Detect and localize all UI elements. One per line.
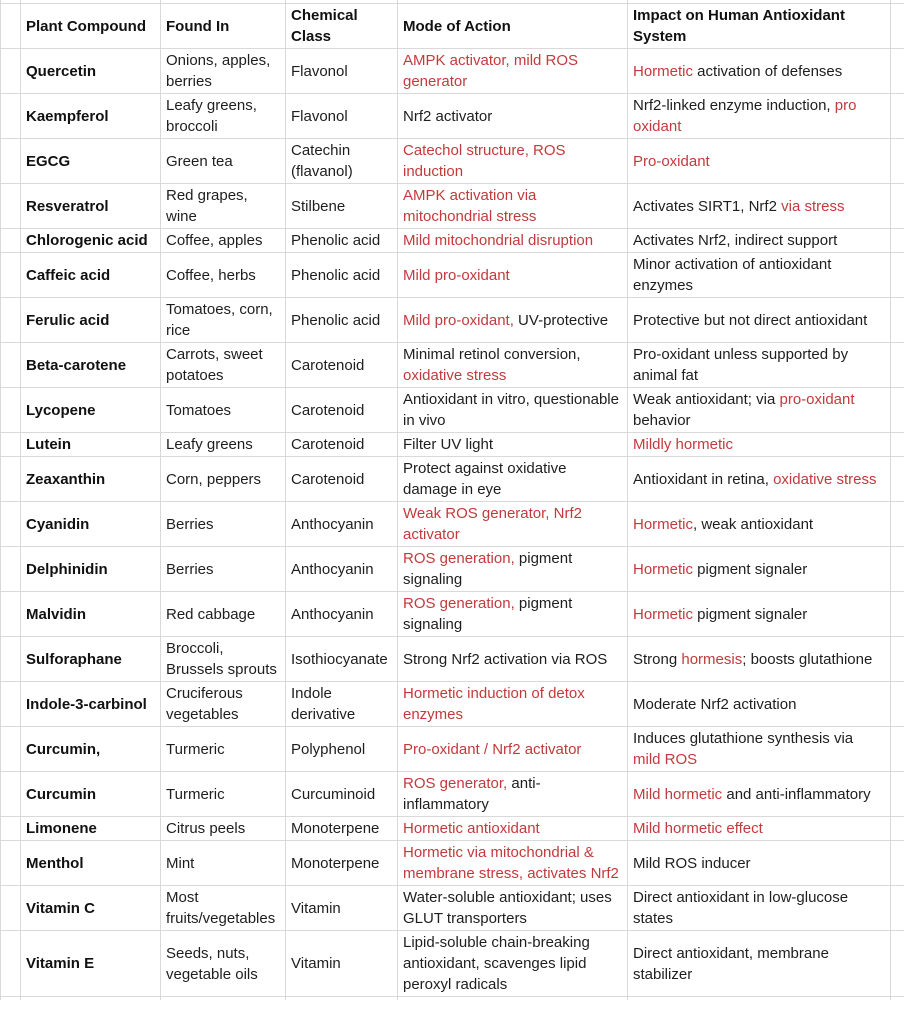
- row-gutter-cell: [1, 886, 21, 931]
- edge-cell: [891, 388, 904, 433]
- cell-found-in[interactable]: Tomatoes, corn, rice: [161, 298, 286, 343]
- plain-text: Induces glutathione synthesis via: [633, 730, 854, 747]
- plain-text: Nrf2-linked enzyme induction,: [633, 97, 835, 114]
- cell-plant-compound[interactable]: Limonene: [21, 817, 161, 841]
- red-highlighted-text: Mildly hormetic: [633, 436, 734, 453]
- table-row: [1, 49, 904, 94]
- cell-impact-on-antioxidant-system[interactable]: [628, 184, 891, 229]
- cell-found-in[interactable]: Citrus peels: [161, 817, 286, 841]
- table-row: [1, 388, 904, 433]
- cell-mode-of-action[interactable]: [398, 637, 628, 682]
- cell-found-in[interactable]: Most fruits/vegetables: [161, 886, 286, 931]
- cell-plant-compound[interactable]: Resveratrol: [21, 184, 161, 229]
- cell-chemical-class[interactable]: Curcuminoid: [286, 772, 398, 817]
- cell-chemical-class[interactable]: Anthocyanin: [286, 592, 398, 637]
- red-highlighted-text: Mild pro-oxidant: [403, 266, 510, 284]
- red-highlighted-text: Mild hormetic effect: [633, 820, 763, 837]
- red-highlighted-text: ROS generation,: [403, 595, 515, 612]
- cell-impact-on-antioxidant-system[interactable]: [628, 931, 891, 997]
- red-highlighted-text: Catechol structure, ROS induction: [403, 142, 566, 180]
- cell-chemical-class[interactable]: Flavonol: [286, 49, 398, 94]
- cell-found-in[interactable]: Broccoli, Brussels sprouts: [161, 637, 286, 682]
- cell-chemical-class[interactable]: Flavonol: [286, 94, 398, 139]
- cell-plant-compound[interactable]: Quercetin: [21, 49, 161, 94]
- cell-plant-compound[interactable]: Caffeic acid: [21, 253, 161, 298]
- cell-plant-compound[interactable]: Kaempferol: [21, 94, 161, 139]
- row-gutter-cell: [1, 343, 21, 388]
- cell-chemical-class[interactable]: Carotenoid: [286, 388, 398, 433]
- edge-cell: [891, 49, 904, 94]
- plain-text: Filter UV light: [403, 436, 494, 453]
- table-row: [1, 139, 904, 184]
- red-highlighted-text: Hormetic: [633, 605, 694, 623]
- cell-impact-on-antioxidant-system[interactable]: [628, 637, 891, 682]
- cell-found-in[interactable]: Red cabbage: [161, 592, 286, 637]
- cell-chemical-class[interactable]: Indole derivative: [286, 682, 398, 727]
- table-row: [1, 637, 904, 682]
- cell-found-in[interactable]: Turmeric: [161, 727, 286, 772]
- cell-found-in[interactable]: Leafy greens, broccoli: [161, 94, 286, 139]
- cell-plant-compound[interactable]: Chlorogenic acid: [21, 229, 161, 253]
- row-gutter-cell: [1, 817, 21, 841]
- plain-text: Moderate Nrf2 activation: [633, 695, 797, 713]
- edge-cell: [891, 502, 904, 547]
- plain-text: anti-inflammatory: [403, 775, 541, 813]
- cell-found-in[interactable]: Onions, apples, berries: [161, 49, 286, 94]
- cell-mode-of-action[interactable]: [398, 547, 628, 592]
- cell-found-in[interactable]: Green tea: [161, 139, 286, 184]
- cell-impact-on-antioxidant-system[interactable]: [628, 727, 891, 772]
- cell-mode-of-action[interactable]: [398, 592, 628, 637]
- cell-mode-of-action[interactable]: [398, 457, 628, 502]
- table-row: [1, 727, 904, 772]
- row-gutter-cell: [1, 298, 21, 343]
- cell-chemical-class[interactable]: Vitamin: [286, 886, 398, 931]
- table-row: [1, 298, 904, 343]
- edge-cell: [891, 343, 904, 388]
- plain-text: pigment signaler: [693, 560, 808, 578]
- cell-plant-compound[interactable]: EGCG: [21, 139, 161, 184]
- cell-mode-of-action[interactable]: [398, 886, 628, 931]
- plain-text: Strong Nrf2 activation via ROS: [403, 650, 608, 668]
- cell-mode-of-action[interactable]: [398, 94, 628, 139]
- cell-mode-of-action[interactable]: [398, 253, 628, 298]
- row-gutter-cell: [1, 841, 21, 886]
- cell-chemical-class[interactable]: Stilbene: [286, 184, 398, 229]
- cropped-cell: [1, 997, 21, 1001]
- plain-text: Protect against oxidative damage in eye: [403, 460, 567, 498]
- table-row: [1, 547, 904, 592]
- cell-found-in[interactable]: Carrots, sweet potatoes: [161, 343, 286, 388]
- cell-impact-on-antioxidant-system[interactable]: [628, 886, 891, 931]
- edge-cell: [891, 139, 904, 184]
- edge-cell: [891, 931, 904, 997]
- cell-chemical-class[interactable]: Phenolic acid: [286, 298, 398, 343]
- plain-text: Activates Nrf2, indirect support: [633, 232, 838, 249]
- row-gutter-cell: [1, 94, 21, 139]
- cell-mode-of-action[interactable]: [398, 388, 628, 433]
- cell-mode-of-action[interactable]: [398, 49, 628, 94]
- cell-mode-of-action[interactable]: [398, 433, 628, 457]
- edge-cell: [891, 817, 904, 841]
- row-gutter-cell: [1, 139, 21, 184]
- red-highlighted-text: Mild hormetic: [633, 785, 723, 803]
- red-highlighted-text: Hormetic via mitochondrial & membrane stress, activates Nrf2: [403, 844, 619, 882]
- edge-cell: [891, 457, 904, 502]
- cell-plant-compound[interactable]: Lutein: [21, 433, 161, 457]
- cell-plant-compound[interactable]: Zeaxanthin: [21, 457, 161, 502]
- red-highlighted-text: via stress: [781, 197, 845, 215]
- edge-cell: [891, 94, 904, 139]
- red-highlighted-text: pro oxidant: [633, 97, 857, 135]
- table-row: [1, 772, 904, 817]
- cell-chemical-class[interactable]: Carotenoid: [286, 433, 398, 457]
- row-gutter-cell: [1, 388, 21, 433]
- cell-chemical-class[interactable]: Vitamin: [286, 931, 398, 997]
- header-row: [1, 4, 904, 49]
- table-row: [1, 931, 904, 997]
- cell-impact-on-antioxidant-system[interactable]: [628, 592, 891, 637]
- plain-text: behavior: [633, 412, 691, 429]
- cropped-row-bottom: [1, 997, 904, 1001]
- cell-impact-on-antioxidant-system[interactable]: [628, 253, 891, 298]
- plain-text: Protective but not direct antioxidant: [633, 311, 868, 329]
- table-row: [1, 229, 904, 253]
- cell-mode-of-action[interactable]: [398, 841, 628, 886]
- cell-mode-of-action[interactable]: [398, 184, 628, 229]
- plain-text: Weak antioxidant; via: [633, 391, 780, 408]
- cell-impact-on-antioxidant-system[interactable]: [628, 547, 891, 592]
- plain-text: Minor activation of antioxidant enzymes: [633, 256, 832, 294]
- plain-text: Antioxidant in vitro, questionable in vivo: [403, 391, 619, 429]
- cell-found-in[interactable]: Cruciferous vegetables: [161, 682, 286, 727]
- edge-cell: [891, 727, 904, 772]
- cropped-cell: [628, 997, 891, 1001]
- cell-mode-of-action[interactable]: [398, 298, 628, 343]
- red-highlighted-text: AMPK activator, mild ROS generator: [403, 52, 579, 90]
- cell-impact-on-antioxidant-system[interactable]: [628, 457, 891, 502]
- row-gutter-cell: [1, 727, 21, 772]
- table-row: [1, 817, 904, 841]
- row-gutter-cell: [1, 547, 21, 592]
- cell-impact-on-antioxidant-system[interactable]: [628, 298, 891, 343]
- column-header-mode-of-action[interactable]: Mode of Action: [398, 4, 628, 49]
- cell-plant-compound[interactable]: Cyanidin: [21, 502, 161, 547]
- row-gutter-cell: [1, 772, 21, 817]
- cell-plant-compound[interactable]: Beta-carotene: [21, 343, 161, 388]
- red-highlighted-text: Hormetic antioxidant: [403, 820, 540, 837]
- cell-chemical-class[interactable]: Carotenoid: [286, 343, 398, 388]
- cell-impact-on-antioxidant-system[interactable]: [628, 841, 891, 886]
- edge-cell: [891, 637, 904, 682]
- row-gutter-cell: [1, 637, 21, 682]
- table-header: [1, 0, 904, 49]
- cell-found-in[interactable]: Coffee, apples: [161, 229, 286, 253]
- cropped-cell: [891, 997, 904, 1001]
- plain-text: Water-soluble antioxidant; uses GLUT transporters: [403, 889, 612, 927]
- cell-chemical-class[interactable]: Monoterpene: [286, 841, 398, 886]
- plain-text: ; boosts glutathione: [742, 650, 873, 668]
- red-highlighted-text: ROS generator,: [403, 775, 508, 792]
- edge-cell: [891, 298, 904, 343]
- plain-text: Direct antioxidant, membrane stabilizer: [633, 944, 829, 983]
- table-row: [1, 502, 904, 547]
- row-gutter-cell: [1, 253, 21, 298]
- cell-chemical-class[interactable]: Polyphenol: [286, 727, 398, 772]
- plain-text: Activates SIRT1, Nrf2: [633, 197, 782, 215]
- row-gutter-cell: [1, 592, 21, 637]
- table-row: [1, 184, 904, 229]
- cell-chemical-class[interactable]: Anthocyanin: [286, 502, 398, 547]
- cell-chemical-class[interactable]: Monoterpene: [286, 817, 398, 841]
- table-row: [1, 841, 904, 886]
- red-highlighted-text: ROS generation,: [403, 550, 515, 567]
- plain-text: and anti-inflammatory: [722, 785, 871, 803]
- cell-plant-compound[interactable]: Sulforaphane: [21, 637, 161, 682]
- edge-cell: [891, 592, 904, 637]
- cell-mode-of-action[interactable]: [398, 229, 628, 253]
- cell-plant-compound[interactable]: Vitamin E: [21, 931, 161, 997]
- red-highlighted-text: Hormetic: [633, 560, 694, 578]
- plain-text: activation of defenses: [693, 62, 843, 80]
- plain-text: , weak antioxidant: [693, 515, 814, 533]
- red-highlighted-text: Pro-oxidant / Nrf2 activator: [403, 740, 582, 758]
- cell-mode-of-action[interactable]: [398, 931, 628, 997]
- cell-found-in[interactable]: Tomatoes: [161, 388, 286, 433]
- row-gutter-cell: [1, 931, 21, 997]
- cell-mode-of-action[interactable]: [398, 139, 628, 184]
- red-highlighted-text: Hormetic: [633, 515, 694, 533]
- cropped-cell: [286, 997, 398, 1001]
- red-highlighted-text: Weak ROS generator, Nrf2 activator: [403, 505, 582, 543]
- row-gutter-cell: [1, 4, 21, 49]
- column-header-plant-compound[interactable]: Plant Compound: [21, 4, 161, 49]
- cell-plant-compound[interactable]: Lycopene: [21, 388, 161, 433]
- plain-text: Nrf2 activator: [403, 107, 493, 125]
- cell-mode-of-action[interactable]: [398, 682, 628, 727]
- cell-plant-compound[interactable]: Malvidin: [21, 592, 161, 637]
- table-body: [1, 49, 904, 1001]
- cell-found-in[interactable]: Mint: [161, 841, 286, 886]
- cell-mode-of-action[interactable]: [398, 772, 628, 817]
- plain-text: pigment signaling: [403, 550, 573, 588]
- cell-impact-on-antioxidant-system[interactable]: [628, 433, 891, 457]
- table-row: [1, 94, 904, 139]
- cropped-cell: [21, 997, 161, 1001]
- cell-plant-compound[interactable]: Ferulic acid: [21, 298, 161, 343]
- cropped-cell: [161, 997, 286, 1001]
- edge-cell: [891, 229, 904, 253]
- cell-found-in[interactable]: Leafy greens: [161, 433, 286, 457]
- cell-plant-compound[interactable]: Curcumin: [21, 772, 161, 817]
- red-highlighted-text: Hormetic: [633, 62, 694, 80]
- row-gutter-cell: [1, 502, 21, 547]
- row-gutter-cell: [1, 229, 21, 253]
- row-gutter-cell: [1, 184, 21, 229]
- row-gutter-cell: [1, 682, 21, 727]
- edge-cell: [891, 772, 904, 817]
- cell-impact-on-antioxidant-system[interactable]: [628, 772, 891, 817]
- red-highlighted-text: oxidative stress: [403, 367, 507, 384]
- cell-impact-on-antioxidant-system[interactable]: [628, 388, 891, 433]
- red-highlighted-text: Hormetic induction of detox enzymes: [403, 685, 585, 723]
- cell-found-in[interactable]: Coffee, herbs: [161, 253, 286, 298]
- column-header-impact-on-antioxidant-system[interactable]: Impact on Human Antioxidant System: [628, 4, 891, 49]
- cell-chemical-class[interactable]: Anthocyanin: [286, 547, 398, 592]
- row-gutter-cell: [1, 49, 21, 94]
- edge-cell: [891, 682, 904, 727]
- red-highlighted-text: oxidative stress: [773, 470, 877, 488]
- table-row: [1, 253, 904, 298]
- red-highlighted-text: mild ROS: [633, 751, 698, 768]
- cell-chemical-class[interactable]: Carotenoid: [286, 457, 398, 502]
- plain-text: Antioxidant in retina,: [633, 470, 774, 488]
- cell-mode-of-action[interactable]: [398, 727, 628, 772]
- cell-mode-of-action[interactable]: [398, 343, 628, 388]
- cell-chemical-class[interactable]: Phenolic acid: [286, 253, 398, 298]
- table-row: [1, 592, 904, 637]
- cell-found-in[interactable]: Berries: [161, 547, 286, 592]
- plain-text: Minimal retinol conversion,: [403, 346, 581, 363]
- cell-mode-of-action[interactable]: [398, 817, 628, 841]
- column-header-found-in[interactable]: Found In: [161, 4, 286, 49]
- plain-text: pigment signaling: [403, 595, 573, 633]
- plain-text: UV-protective: [513, 311, 609, 329]
- cell-mode-of-action[interactable]: [398, 502, 628, 547]
- cell-plant-compound[interactable]: Curcumin,: [21, 727, 161, 772]
- column-header-chemical-class[interactable]: Chemical Class: [286, 4, 398, 49]
- cell-found-in[interactable]: Corn, peppers: [161, 457, 286, 502]
- plain-text: Strong: [633, 650, 682, 668]
- edge-cell: [891, 253, 904, 298]
- cell-impact-on-antioxidant-system[interactable]: [628, 502, 891, 547]
- cell-plant-compound[interactable]: Delphinidin: [21, 547, 161, 592]
- cell-found-in[interactable]: Red grapes, wine: [161, 184, 286, 229]
- edge-cell: [891, 547, 904, 592]
- table-row: [1, 886, 904, 931]
- edge-cell: [891, 841, 904, 886]
- cell-chemical-class[interactable]: Isothiocyanate: [286, 637, 398, 682]
- cell-found-in[interactable]: Turmeric: [161, 772, 286, 817]
- plain-text: Mild ROS inducer: [633, 854, 751, 872]
- cell-chemical-class[interactable]: Phenolic acid: [286, 229, 398, 253]
- cell-impact-on-antioxidant-system[interactable]: [628, 49, 891, 94]
- red-highlighted-text: AMPK activation via mitochondrial stress: [403, 187, 537, 225]
- plain-text: Pro-oxidant unless supported by animal fat: [633, 346, 849, 384]
- red-highlighted-text: Mild pro-oxidant,: [403, 311, 514, 329]
- cell-chemical-class[interactable]: Catechin (flavanol): [286, 139, 398, 184]
- plain-text: Direct antioxidant in low-glucose states: [633, 889, 849, 927]
- cell-found-in[interactable]: Seeds, nuts, vegetable oils: [161, 931, 286, 997]
- edge-cell: [891, 433, 904, 457]
- cell-impact-on-antioxidant-system[interactable]: [628, 682, 891, 727]
- cell-impact-on-antioxidant-system[interactable]: [628, 343, 891, 388]
- row-gutter-cell: [1, 433, 21, 457]
- cell-impact-on-antioxidant-system[interactable]: [628, 139, 891, 184]
- cell-impact-on-antioxidant-system[interactable]: [628, 817, 891, 841]
- edge-cell: [891, 4, 904, 49]
- table-row: [1, 457, 904, 502]
- edge-cell: [891, 184, 904, 229]
- plain-text: pigment signaler: [693, 605, 808, 623]
- red-highlighted-text: pro-oxidant: [779, 391, 855, 408]
- cropped-cell: [398, 997, 628, 1001]
- red-highlighted-text: hormesis: [681, 650, 743, 668]
- cell-impact-on-antioxidant-system[interactable]: [628, 94, 891, 139]
- red-highlighted-text: Pro-oxidant: [633, 152, 710, 170]
- cell-impact-on-antioxidant-system[interactable]: [628, 229, 891, 253]
- edge-cell: [891, 886, 904, 931]
- plain-text: Lipid-soluble chain-breaking antioxidant, scavenges lipid peroxyl radicals: [403, 934, 590, 993]
- table-row: [1, 682, 904, 727]
- cell-found-in[interactable]: Berries: [161, 502, 286, 547]
- table-row: [1, 343, 904, 388]
- red-highlighted-text: Mild mitochondrial disruption: [403, 232, 594, 249]
- cell-plant-compound[interactable]: Menthol: [21, 841, 161, 886]
- cell-plant-compound[interactable]: Vitamin C: [21, 886, 161, 931]
- table-row: [1, 433, 904, 457]
- row-gutter-cell: [1, 457, 21, 502]
- cell-plant-compound[interactable]: Indole-3-carbinol: [21, 682, 161, 727]
